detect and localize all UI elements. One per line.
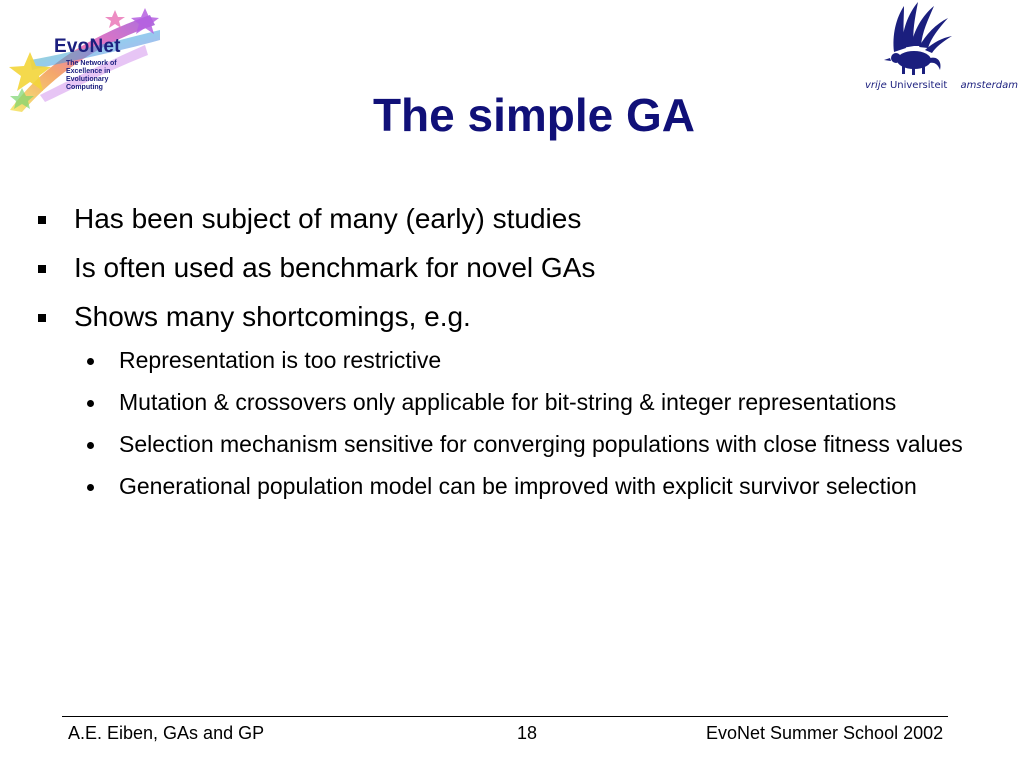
round-bullet-icon	[87, 442, 94, 449]
vu-word-amsterdam: amsterdam	[960, 80, 1018, 91]
sub-bullet-text: Representation is too restrictive	[119, 347, 442, 373]
vu-logo	[860, 0, 1024, 100]
square-bullet-icon	[38, 265, 46, 273]
round-bullet-icon	[87, 358, 94, 365]
square-bullet-icon	[38, 314, 46, 322]
sub-bullet-text: Mutation & crossovers only applicable for bit-string & integer representations	[119, 389, 897, 415]
bullet-text: Has been subject of many (early) studies	[74, 203, 582, 234]
round-bullet-icon	[87, 484, 94, 491]
vu-word-vrije: vrije	[865, 80, 887, 91]
bullet-text: Shows many shortcomings, e.g.	[74, 301, 471, 332]
evonet-tagline-line: Evolutionary	[66, 76, 109, 83]
bullet-list	[36, 202, 1006, 518]
square-bullet-icon	[38, 216, 46, 224]
vu-word-universiteit: Universiteit	[889, 80, 948, 91]
sub-bullet-item	[74, 385, 968, 419]
sub-bullet-text: Selection mechanism sensitive for converging populations with close fitness values	[119, 431, 963, 457]
evonet-tagline-line: Excellence in	[66, 68, 111, 75]
sub-bullet-item	[74, 469, 968, 503]
sub-bullet-text: Generational population model can be improved with explicit survivor selection	[119, 473, 917, 499]
griffin-emblem-icon	[884, 0, 956, 78]
bullet-item	[36, 202, 1006, 236]
evonet-logo-title: EvoNet	[54, 36, 121, 57]
slide-title-text: The simple GA	[372, 89, 696, 141]
bullet-item	[36, 251, 1006, 285]
slide-title	[0, 88, 1024, 142]
bullet-item	[36, 300, 1006, 503]
bullet-text: Is often used as benchmark for novel GAs	[74, 252, 596, 283]
sub-bullet-list	[74, 343, 1006, 503]
sub-bullet-item	[74, 343, 968, 377]
footer-divider	[62, 716, 948, 717]
evonet-tagline-line: Computing	[66, 84, 103, 91]
footer-author: A.E. Eiben, GAs and GP	[68, 723, 265, 743]
footer-event: EvoNet Summer School 2002	[706, 723, 944, 743]
round-bullet-icon	[87, 400, 94, 407]
footer-page-number: 18	[517, 723, 538, 743]
sub-bullet-item	[74, 427, 968, 461]
evonet-tagline-line: The Network of	[66, 60, 117, 67]
